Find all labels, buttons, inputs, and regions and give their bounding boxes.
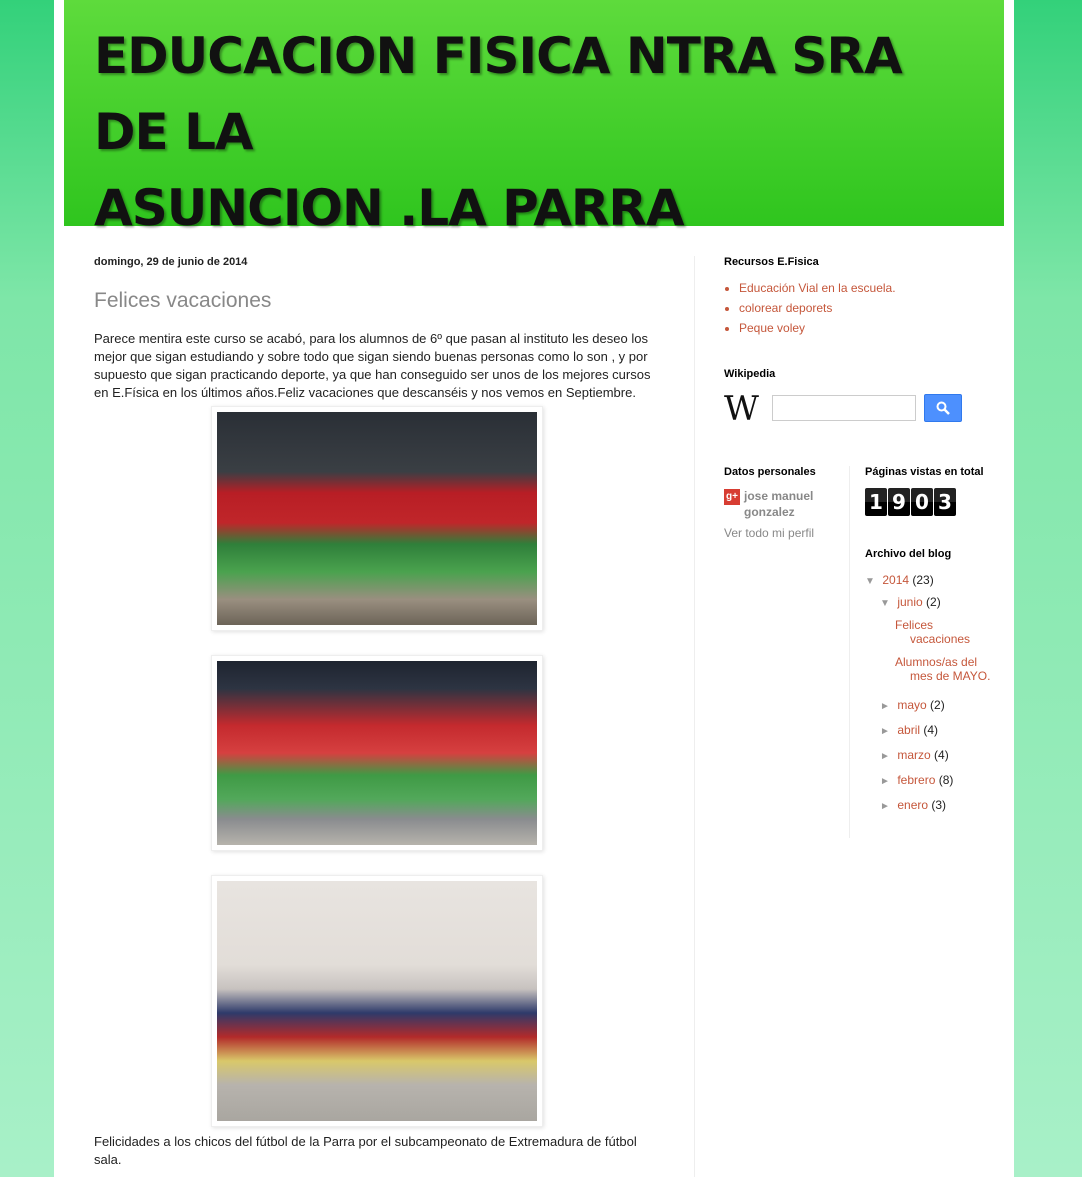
counter-digit: 9 <box>888 488 910 516</box>
archive-count: (3) <box>931 798 947 812</box>
wikipedia-logo-icon: W <box>724 389 759 429</box>
archive-month-link[interactable]: febrero <box>897 773 936 787</box>
search-icon <box>936 401 950 415</box>
basketball-photo-image[interactable] <box>217 881 537 1121</box>
counter-digit: 0 <box>911 488 933 516</box>
collapsed-triangle-icon[interactable]: ► <box>880 776 890 787</box>
archive-count: (2) <box>926 595 941 609</box>
archive-month-link[interactable]: abril <box>897 723 921 737</box>
archive-month-link[interactable]: enero <box>897 798 929 812</box>
collapsed-triangle-icon[interactable]: ► <box>880 751 890 762</box>
list-item <box>739 278 994 298</box>
page-container <box>54 0 1014 1177</box>
blog-title[interactable] <box>94 18 974 246</box>
recursos-list <box>724 278 994 338</box>
archive-post-link[interactable]: Felices vacaciones <box>895 618 971 646</box>
archive-count: (23) <box>912 573 934 587</box>
archive-count: (4) <box>934 748 949 762</box>
archive-year <box>865 570 995 592</box>
archive-month <box>880 592 995 614</box>
post-date: domingo, 29 de junio de 2014 <box>94 256 248 268</box>
datos-title: Datos personales <box>724 466 816 478</box>
expanded-triangle-icon[interactable]: ▼ <box>880 598 890 609</box>
pageview-counter <box>865 488 995 516</box>
post-footer-text: Felicidades a los chicos del fútbol de la Parra por el subcampeonato de Extremadura de fútbol sala. <box>94 1134 637 1167</box>
paginas-title: Páginas vistas en total <box>865 466 984 478</box>
collapsed-triangle-icon[interactable]: ► <box>880 701 890 712</box>
wikipedia-search-button[interactable] <box>924 394 962 422</box>
collapsed-triangle-icon[interactable]: ► <box>880 801 890 812</box>
archive-count: (8) <box>938 773 954 787</box>
recurso-link[interactable]: Peque voley <box>739 321 806 335</box>
profile <box>724 488 839 540</box>
counter-digit: 3 <box>934 488 956 516</box>
post-photo-2[interactable] <box>211 655 543 851</box>
wikipedia-search <box>724 389 994 429</box>
list-item <box>739 318 994 338</box>
wikipedia-title: Wikipedia <box>724 368 776 380</box>
main-column <box>94 256 660 1169</box>
blog-header <box>64 0 1004 237</box>
profile-name[interactable]: jose manuel gonzalez <box>744 489 814 519</box>
recursos-title: Recursos E.Fisica <box>724 256 819 268</box>
archive-month-link[interactable]: marzo <box>897 748 931 762</box>
post-body: Parece mentira este curso se acabó, para los alumnos de 6º que pasan al instituto les deseo los mejor que sigan estudiando y sobre todo que sigan siendo buenas personas como lo son , y por supuesto que sigan practicando deporte, ya que han conseguido ser unos de los mejores cursos en E.Física en los últimos años.Feliz vacaciones que descanséis y nos vemos en Septiembre. <box>94 331 651 400</box>
archive-month <box>880 795 995 817</box>
column-divider <box>694 256 695 1177</box>
archive-count: (4) <box>923 723 939 737</box>
post-photo-1[interactable] <box>211 406 543 631</box>
profile-widget <box>724 466 839 540</box>
wikipedia-search-input[interactable] <box>772 395 916 421</box>
archive-month-link[interactable]: junio <box>897 595 923 609</box>
archive-count: (2) <box>930 698 945 712</box>
archive-month <box>880 770 995 792</box>
collapsed-triangle-icon[interactable]: ► <box>880 726 890 737</box>
list-item <box>739 298 994 318</box>
sidebar-subcolumns <box>724 466 994 846</box>
archivo-title: Archivo del blog <box>865 548 952 560</box>
team-photo-image[interactable] <box>217 412 537 625</box>
stats-archive-widget <box>865 466 995 820</box>
post-photo-3[interactable] <box>211 875 543 1127</box>
expanded-triangle-icon[interactable]: ▼ <box>865 576 875 587</box>
sidebar <box>724 256 994 846</box>
blog-title-line2[interactable]: ASUNCION .LA PARRA <box>94 179 684 237</box>
archive-month <box>880 695 995 717</box>
blog-title-line1[interactable]: EDUCACION FISICA NTRA SRA DE LA <box>94 27 902 161</box>
column-divider <box>849 466 850 838</box>
team-photo-image[interactable] <box>217 661 537 845</box>
counter-digit: 1 <box>865 488 887 516</box>
archive-month <box>880 720 995 742</box>
archive-year-link[interactable]: 2014 <box>882 573 910 587</box>
archive-posts <box>895 618 995 683</box>
post-title[interactable]: Felices vacaciones <box>94 289 272 312</box>
archive-post-link[interactable]: Alumnos/as del mes de MAYO. <box>895 655 991 683</box>
archive-month <box>880 745 995 767</box>
archive-tree <box>865 570 995 817</box>
profile-link[interactable]: Ver todo mi perfil <box>724 526 815 540</box>
recurso-link[interactable]: colorear deporets <box>739 301 833 315</box>
google-plus-icon[interactable]: g+ <box>724 489 740 505</box>
recurso-link[interactable]: Educación Vial en la escuela. <box>739 281 896 295</box>
archive-month-link[interactable]: mayo <box>897 698 927 712</box>
